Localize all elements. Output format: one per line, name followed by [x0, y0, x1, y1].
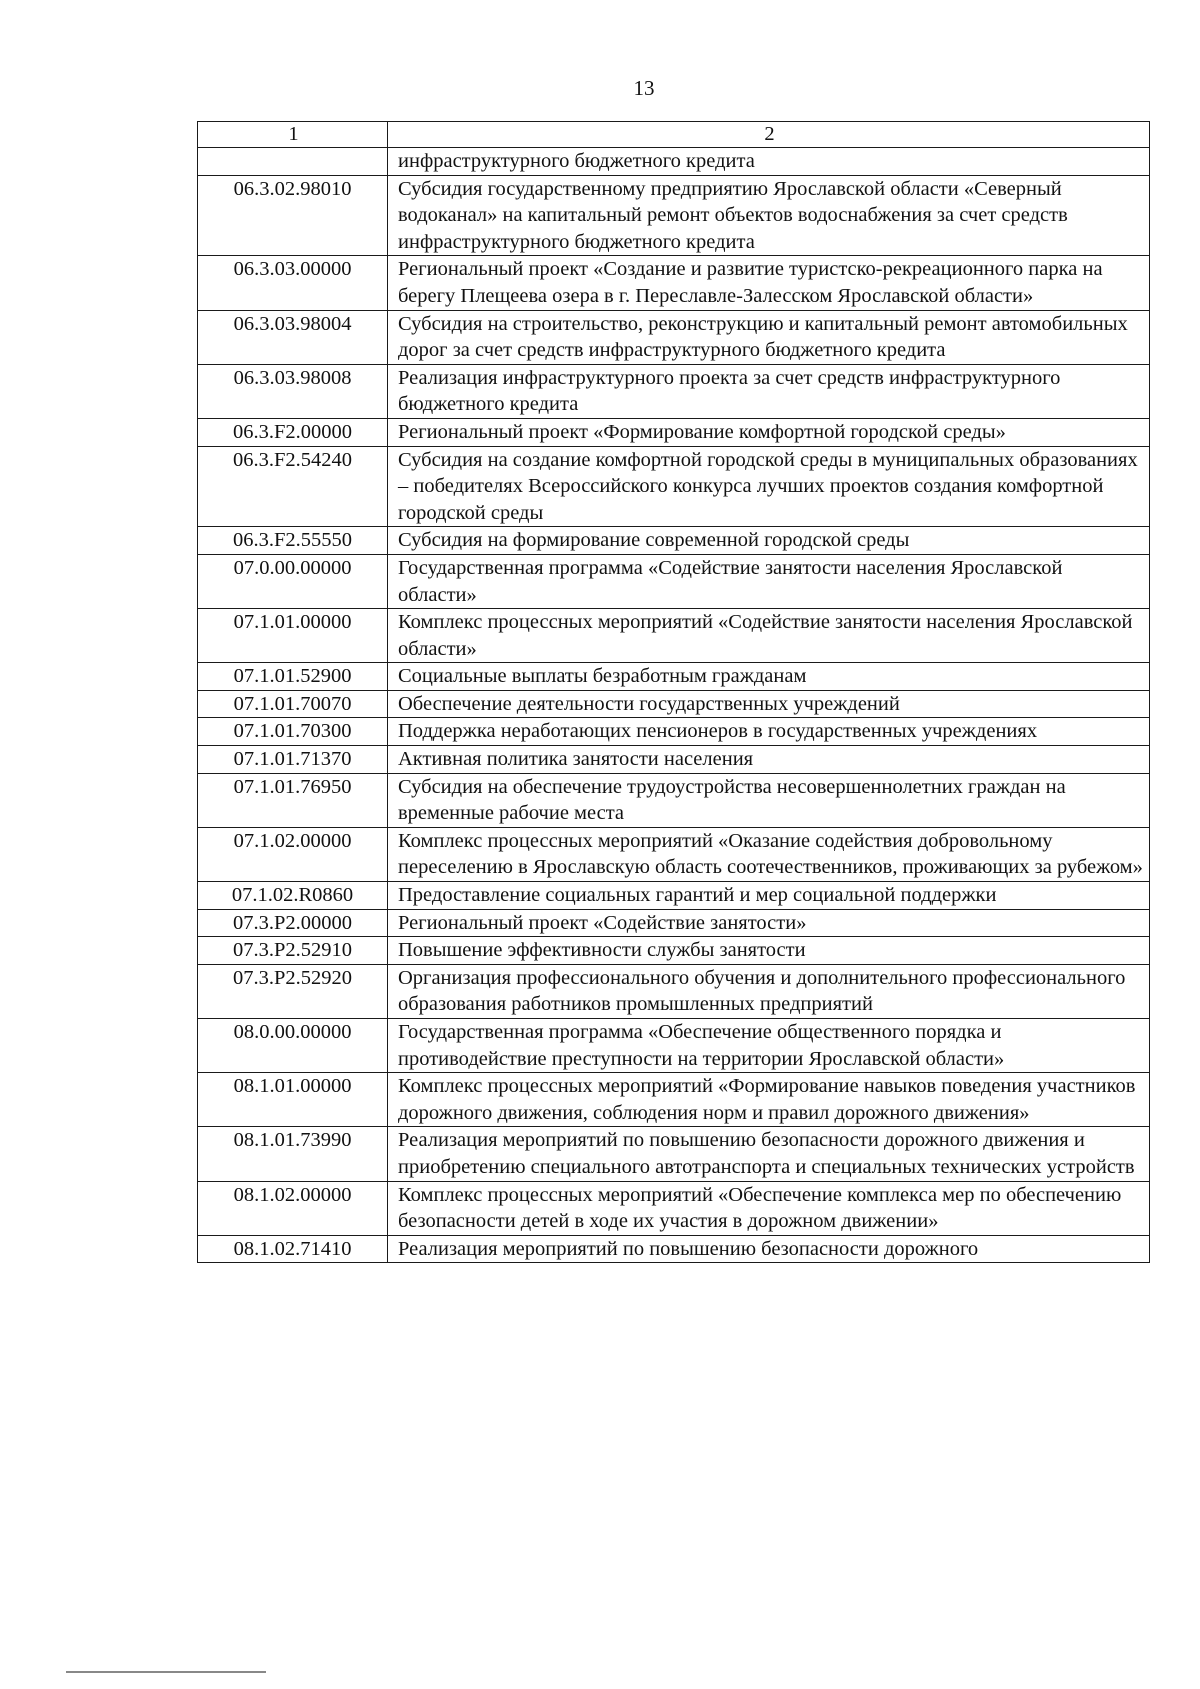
description-cell: Государственная программа «Содействие занятости населения Ярославской области» [388, 554, 1150, 608]
budget-code-cell: 06.3.03.98008 [198, 364, 388, 418]
description-cell: Комплекс процессных мероприятий «Оказание содействия добровольному переселению в Ярославскую область соотечественников, проживающих за рубежом» [388, 827, 1150, 881]
description-cell: Обеспечение деятельности государственных учреждений [388, 690, 1150, 718]
table-row [198, 746, 1150, 774]
table-row [198, 527, 1150, 555]
table-row [198, 964, 1150, 1018]
budget-code-cell: 06.3.03.00000 [198, 256, 388, 310]
table-body [198, 148, 1150, 1263]
description-cell: Поддержка неработающих пенсионеров в государственных учреждениях [388, 718, 1150, 746]
table-row [198, 1073, 1150, 1127]
description-cell: Государственная программа «Обеспечение общественного порядка и противодействие преступности на территории Ярославской области» [388, 1019, 1150, 1073]
budget-code-cell: 07.1.01.71370 [198, 746, 388, 774]
column-header-2: 2 [388, 122, 1150, 148]
description-cell: Региональный проект «Создание и развитие туристско-рекреационного парка на берегу Плещеева озера в г. Переславле-Залесском Ярославской области» [388, 256, 1150, 310]
page-number: 13 [633, 76, 655, 100]
budget-code-cell: 06.3.F2.00000 [198, 418, 388, 446]
description-cell: Предоставление социальных гарантий и мер социальной поддержки [388, 882, 1150, 910]
description-cell: Активная политика занятости населения [388, 746, 1150, 774]
description-cell: Реализация мероприятий по повышению безопасности дорожного [388, 1235, 1150, 1263]
description-cell: Субсидия на строительство, реконструкцию и капитальный ремонт автомобильных дорог за счет средств инфраструктурного бюджетного кредита [388, 310, 1150, 364]
table-row [198, 148, 1150, 176]
description-cell: Субсидия государственному предприятию Ярославской области «Северный водоканал» на капитальный ремонт объектов водоснабжения за счет средств инфраструктурного бюджетного кредита [388, 175, 1150, 256]
table-row [198, 1127, 1150, 1181]
budget-code-cell: 07.1.02.00000 [198, 827, 388, 881]
description-cell: Комплекс процессных мероприятий «Обеспечение комплекса мер по обеспечению безопасности детей в ходе их участия в дорожном движении» [388, 1181, 1150, 1235]
budget-code-cell: 08.1.01.73990 [198, 1127, 388, 1181]
budget-code-cell: 06.3.03.98004 [198, 310, 388, 364]
table-row [198, 690, 1150, 718]
budget-code-cell: 08.1.02.71410 [198, 1235, 388, 1263]
scan-artifact-line [66, 1671, 266, 1673]
budget-code-cell: 07.3.P2.00000 [198, 909, 388, 937]
description-cell: Субсидия на обеспечение трудоустройства несовершеннолетних граждан на временные рабочие места [388, 773, 1150, 827]
table-row [198, 175, 1150, 256]
table-row [198, 773, 1150, 827]
table-row [198, 364, 1150, 418]
table-row [198, 1235, 1150, 1263]
table-row [198, 1181, 1150, 1235]
budget-code-cell: 07.1.01.00000 [198, 609, 388, 663]
budget-code-cell: 07.1.01.52900 [198, 663, 388, 691]
budget-code-cell: 07.1.01.70300 [198, 718, 388, 746]
description-cell: Реализация инфраструктурного проекта за счет средств инфраструктурного бюджетного кредита [388, 364, 1150, 418]
description-cell: инфраструктурного бюджетного кредита [388, 148, 1150, 176]
table-header-row [198, 122, 1150, 148]
budget-code-cell: 06.3.F2.55550 [198, 527, 388, 555]
budget-code-cell: 08.1.02.00000 [198, 1181, 388, 1235]
description-cell: Субсидия на формирование современной городской среды [388, 527, 1150, 555]
table-row [198, 256, 1150, 310]
description-cell: Комплекс процессных мероприятий «Содействие занятости населения Ярославской области» [388, 609, 1150, 663]
budget-code-cell: 07.1.01.76950 [198, 773, 388, 827]
table-row [198, 310, 1150, 364]
table-row [198, 446, 1150, 527]
table-row [198, 718, 1150, 746]
budget-code-cell: 07.1.02.R0860 [198, 882, 388, 910]
budget-code-cell: 06.3.F2.54240 [198, 446, 388, 527]
description-cell: Субсидия на создание комфортной городской среды в муниципальных образованиях – победителях Всероссийского конкурса лучших проектов создания комфортной городской среды [388, 446, 1150, 527]
table-row [198, 609, 1150, 663]
budget-code-cell: 08.0.00.00000 [198, 1019, 388, 1073]
description-cell: Региональный проект «Содействие занятости» [388, 909, 1150, 937]
table-row [198, 827, 1150, 881]
description-cell: Комплекс процессных мероприятий «Формирование навыков поведения участников дорожного движения, соблюдения норм и правил дорожного движения» [388, 1073, 1150, 1127]
table-row [198, 418, 1150, 446]
budget-code-cell: 06.3.02.98010 [198, 175, 388, 256]
table-row [198, 663, 1150, 691]
budget-code-cell: 07.1.01.70070 [198, 690, 388, 718]
table-row [198, 882, 1150, 910]
table-row [198, 909, 1150, 937]
description-cell: Реализация мероприятий по повышению безопасности дорожного движения и приобретению специального автотранспорта и специальных технических устройств [388, 1127, 1150, 1181]
budget-code-cell: 07.3.P2.52920 [198, 964, 388, 1018]
table-row [198, 554, 1150, 608]
budget-code-cell [198, 148, 388, 176]
table-row [198, 1019, 1150, 1073]
description-cell: Повышение эффективности службы занятости [388, 937, 1150, 965]
budget-code-cell: 07.3.P2.52910 [198, 937, 388, 965]
column-header-1: 1 [198, 122, 388, 148]
description-cell: Социальные выплаты безработным гражданам [388, 663, 1150, 691]
description-cell: Региональный проект «Формирование комфортной городской среды» [388, 418, 1150, 446]
budget-code-cell: 08.1.01.00000 [198, 1073, 388, 1127]
budget-codes-table [197, 121, 1150, 1263]
description-cell: Организация профессионального обучения и дополнительного профессионального образования работников промышленных предприятий [388, 964, 1150, 1018]
budget-code-cell: 07.0.00.00000 [198, 554, 388, 608]
table-row [198, 937, 1150, 965]
